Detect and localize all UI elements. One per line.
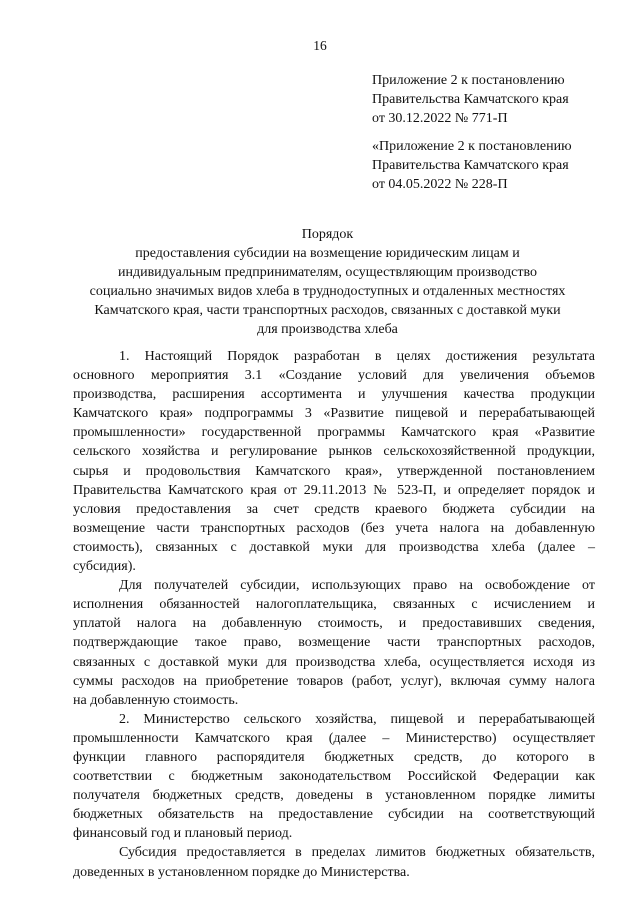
paragraph-line: сельского хозяйства и регулирование рынков сельскохозяйственной продукции, (73, 444, 595, 460)
paragraph-line: условия предоставления за счет средств краевого бюджета субсидии на (73, 501, 595, 517)
paragraph-line: 2. Министерство сельского хозяйства, пищевой и перерабатывающей (119, 711, 595, 727)
paragraph-line: промышленности» государственной программы Камчатского края «Развитие (73, 425, 595, 441)
paragraph-line: Субсидия предоставляется в пределах лимитов бюджетных обязательств, (119, 845, 595, 861)
paragraph-line: Правительства Камчатского края от 29.11.2013 № 523-П, и определяет порядок и (73, 482, 595, 498)
paragraph-line: Камчатского края» подпрограммы 3 «Развитие пищевой и перерабатывающей (73, 406, 595, 422)
paragraph (73, 576, 595, 710)
paragraph-line: 1. Настоящий Порядок разработан в целях достижения результата (119, 349, 595, 364)
appendix-line: Приложение 2 к постановлению (372, 73, 565, 88)
paragraph (73, 347, 595, 576)
paragraph-line: промышленности Камчатского края (далее – Министерство) осуществляет (73, 730, 595, 746)
paragraph-line: подтверждающие такое право, возмещение части транспортных расходов, (73, 635, 595, 651)
paragraph-line: финансовый год и плановый период. (73, 826, 293, 842)
paragraph-line: суммы расходов на приобретение товаров (работ, услуг), включая сумму налога (73, 673, 595, 689)
paragraph-line: основного мероприятия 3.1 «Создание условий для увеличения объемов (73, 368, 595, 384)
paragraph-line: связанных с доставкой муки для производства хлеба, осуществляется исходя из (73, 654, 595, 670)
title-line: для производства хлеба (257, 322, 398, 337)
appendix-line: от 04.05.2022 № 228-П (372, 177, 508, 192)
paragraph-line: на добавленную стоимость. (73, 692, 239, 708)
paragraph-line: субсидия). (73, 559, 136, 575)
paragraph-line: возмещение части транспортных расходов (без учета налога на добавленную (73, 520, 595, 536)
paragraph-line: исполнения обязанностей налогоплательщика, связанных с исчислением и (73, 597, 595, 613)
paragraph-line: доведенных в установленном порядке до Министерства. (73, 864, 410, 880)
paragraph-line: производства, расширения ассортимента и улучшения качества продукции (73, 387, 595, 403)
document-body (73, 347, 595, 882)
title-line: предоставления субсидии на возмещение юридическим лицам и (135, 246, 520, 261)
paragraph (73, 843, 595, 881)
paragraph-line: стоимость), связанных с доставкой муки для производства хлеба (далее – (73, 539, 595, 555)
paragraph-line: Для получателей субсидии, использующих право на освобождение от (119, 578, 595, 594)
title-line: индивидуальным предпринимателям, осуществляющим производство (117, 265, 538, 280)
paragraph-line: уплатой налога на добавленную стоимость, и предоставивших сведения, (73, 616, 595, 632)
paragraph-line: сырья и продовольствия Камчатского края», утвержденной постановлением (73, 463, 595, 479)
title-line: социально значимых видов хлеба в труднодоступных и отдаленных местностях (89, 284, 566, 299)
title-line: Порядок (301, 227, 354, 242)
paragraph-line: бюджетных обязательств на предоставление субсидии на соответствующий (73, 807, 595, 823)
appendix-reference-amended (372, 137, 622, 194)
document-title (60, 225, 595, 339)
page-number: 16 (313, 38, 327, 53)
appendix-line: Правительства Камчатского края (372, 158, 569, 173)
paragraph-line: функции главного распорядителя бюджетных средств, до которого в (73, 749, 595, 765)
paragraph-line: получателя бюджетных средств, доведены в установленном порядке лимиты (73, 788, 595, 804)
appendix-line: Правительства Камчатского края (372, 92, 569, 107)
title-line: Камчатского края, части транспортных расходов, связанных с доставкой муки (94, 303, 561, 318)
appendix-line: «Приложение 2 к постановлению (372, 139, 572, 154)
appendix-reference-current (372, 71, 622, 128)
paragraph-line: соответствии с бюджетным законодательством Российской Федерации как (73, 769, 595, 785)
appendix-line: от 30.12.2022 № 771-П (372, 111, 508, 126)
paragraph (73, 710, 595, 844)
